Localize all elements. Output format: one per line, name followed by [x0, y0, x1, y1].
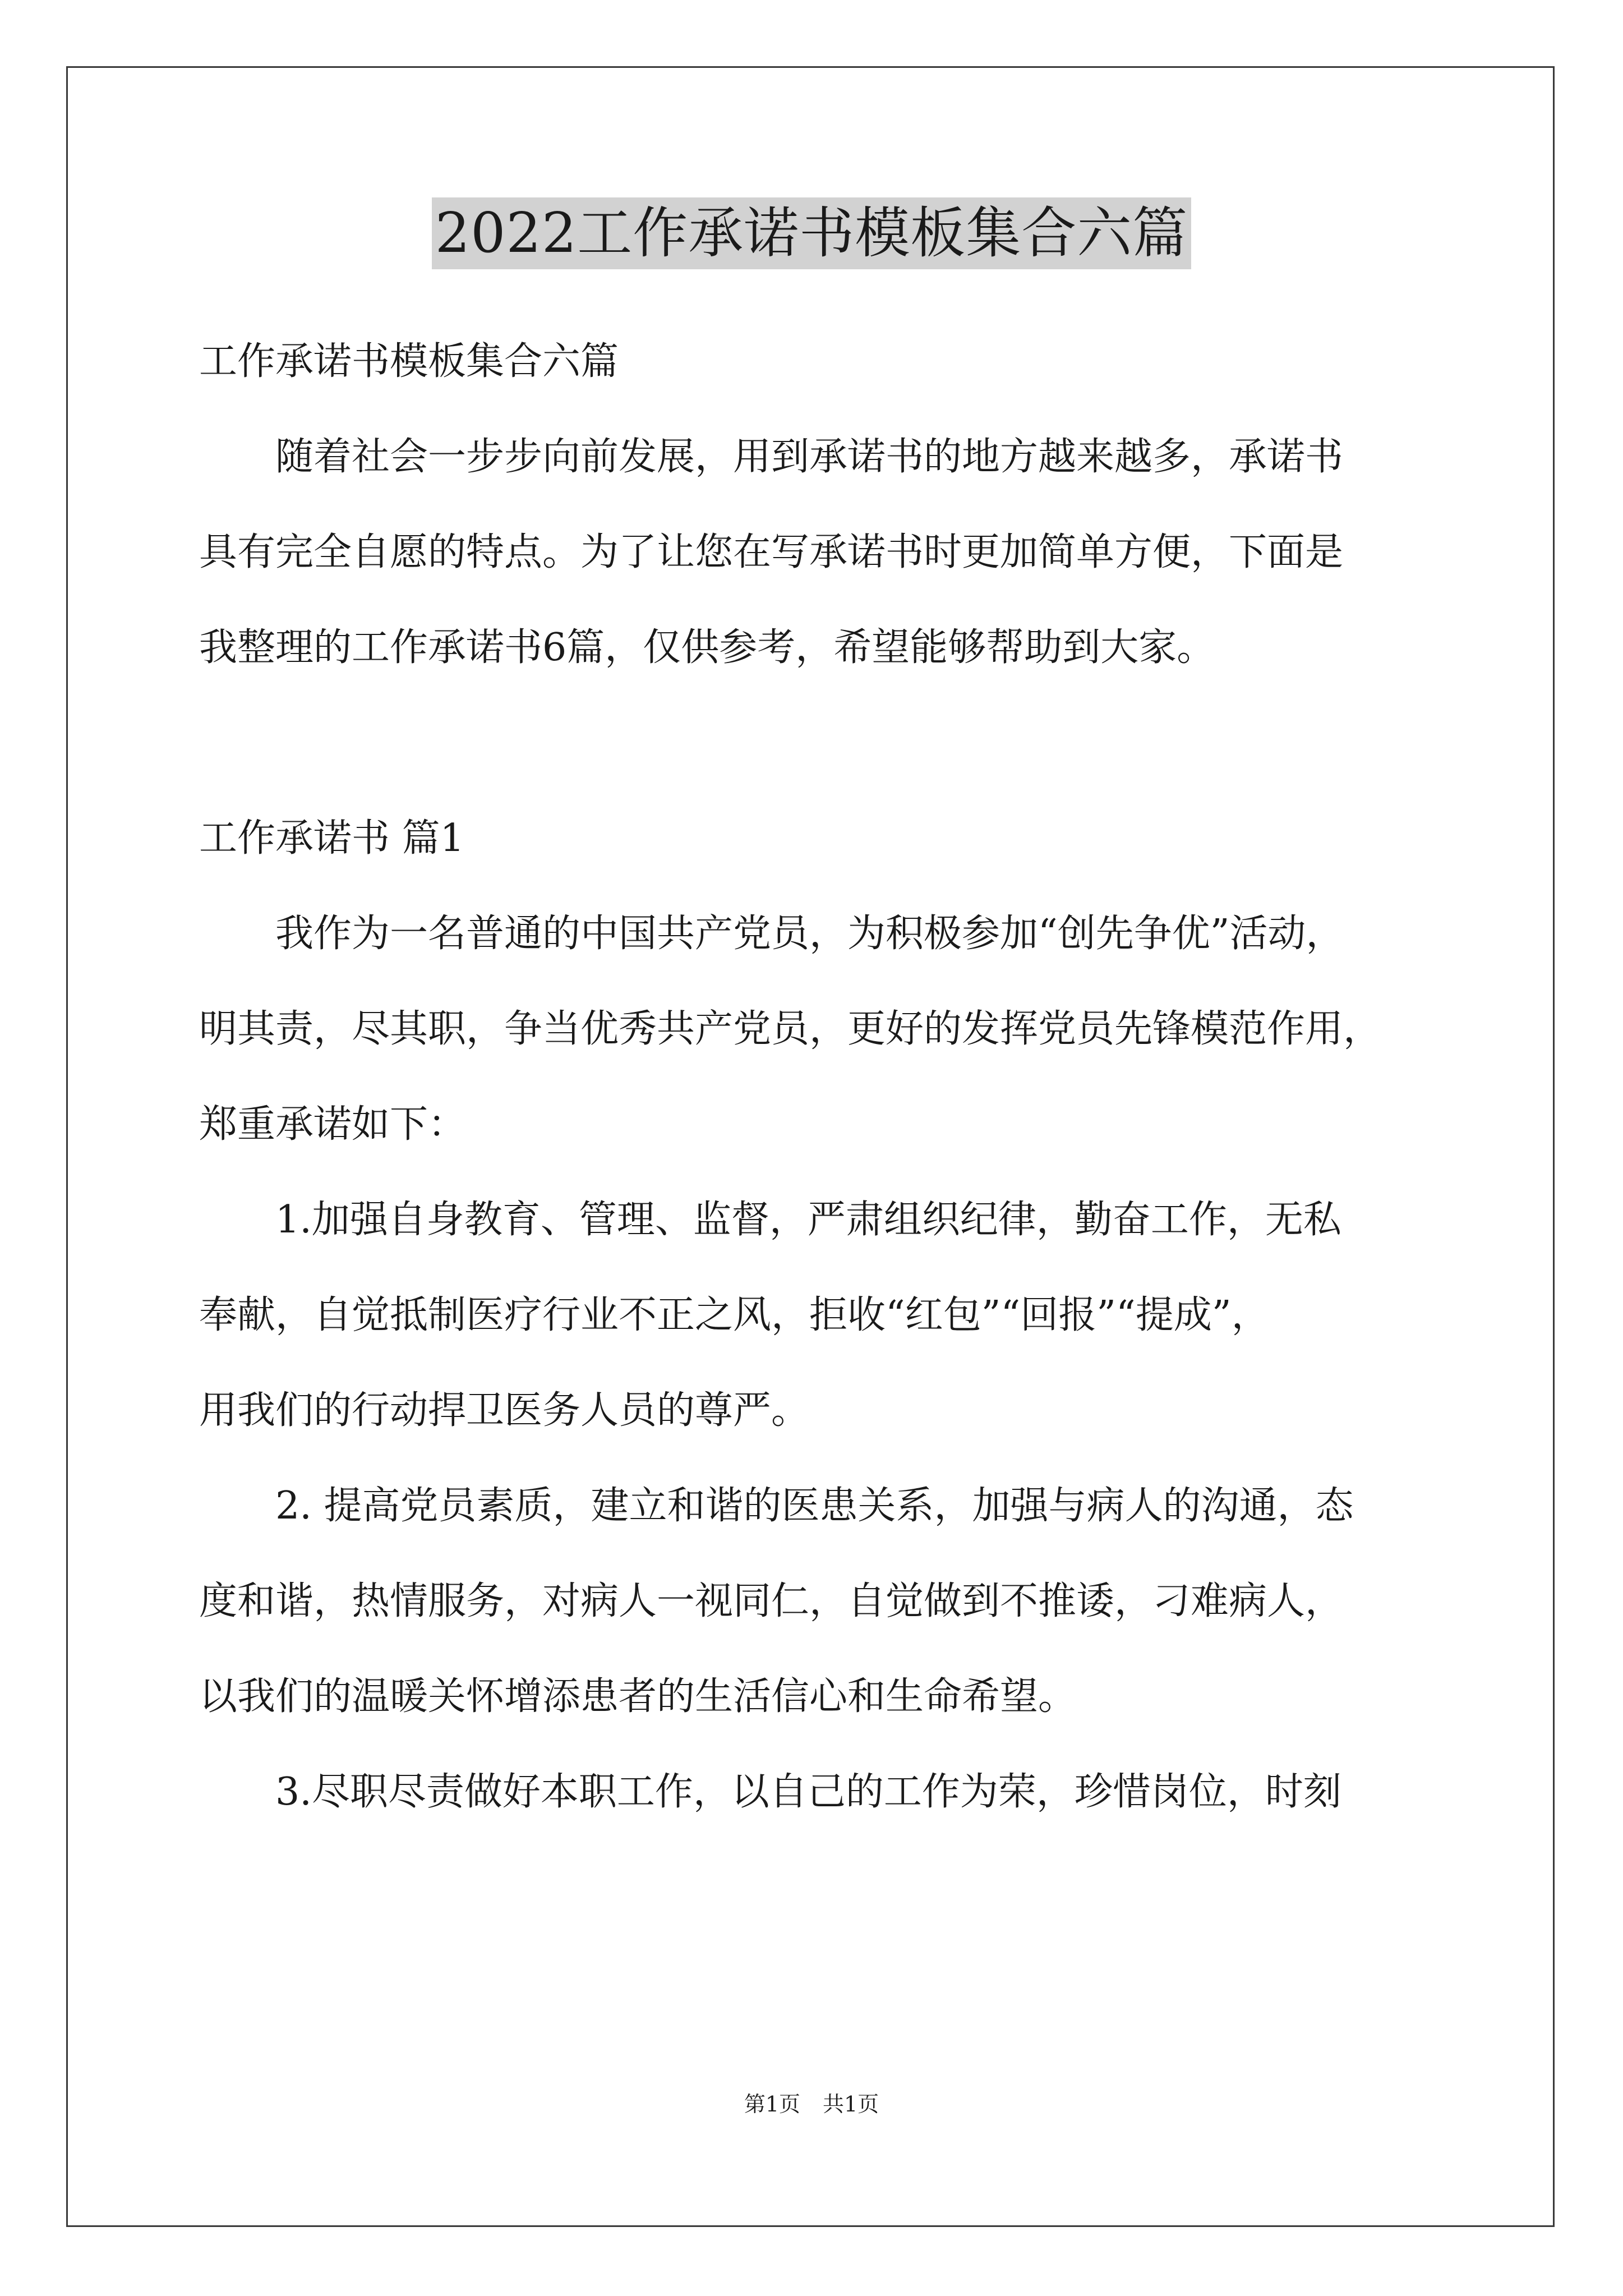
title-container [0, 197, 1623, 269]
item-3-line-1: 3.尽职尽责做好本职工作，以自己的工作为荣，珍惜岗位，时刻 [199, 1770, 1341, 1814]
intro-line-3: 我整理的工作承诺书6篇，仅供参考，希望能够帮助到大家。 [199, 625, 1215, 670]
paragraph-spacer [199, 696, 1433, 791]
pledge-intro-line-3: 郑重承诺如下： [199, 1102, 467, 1147]
item-2-line-3: 以我们的温暖关怀增添患者的生活信心和生命希望。 [199, 1674, 1077, 1719]
item-2-line-2: 度和谐，热情服务，对病人一视同仁，自觉做到不推诿，刁难病人， [199, 1579, 1344, 1623]
item-1-line-1: 1.加强自身教育、管理、监督，严肃组织纪律，勤奋工作，无私 [199, 1198, 1341, 1242]
document-title: 2022工作承诺书模板集合六篇 [432, 197, 1191, 269]
pledge-intro-line-2: 明其责，尽其职，争当优秀共产党员，更好的发挥党员先锋模范作用， [199, 1007, 1382, 1051]
section-heading: 工作承诺书 篇1 [199, 816, 464, 861]
item-1-line-3: 用我们的行动捍卫医务人员的尊严。 [199, 1388, 810, 1433]
item-2-line-1: 2. 提高党员素质，建立和谐的医患关系，加强与病人的沟通，态 [199, 1484, 1354, 1528]
item-1-line-2: 奉献，自觉抵制医疗行业不正之风，拒收“红包”“回报”“提成”， [199, 1293, 1270, 1337]
document-body [199, 314, 1433, 1840]
pledge-intro-line-1: 我作为一名普通的中国共产党员，为积极参加“创先争优”活动， [199, 912, 1344, 956]
page-total: 共1页 [823, 2092, 879, 2116]
document-subtitle: 工作承诺书模板集合六篇 [199, 339, 619, 384]
page-footer [0, 2090, 1623, 2118]
intro-line-2: 具有完全自愿的特点。为了让您在写承诺书时更加简单方便，下面是 [199, 530, 1344, 574]
intro-line-1: 随着社会一步步向前发展，用到承诺书的地方越来越多，承诺书 [199, 435, 1344, 479]
page-number: 第1页 [744, 2092, 800, 2116]
